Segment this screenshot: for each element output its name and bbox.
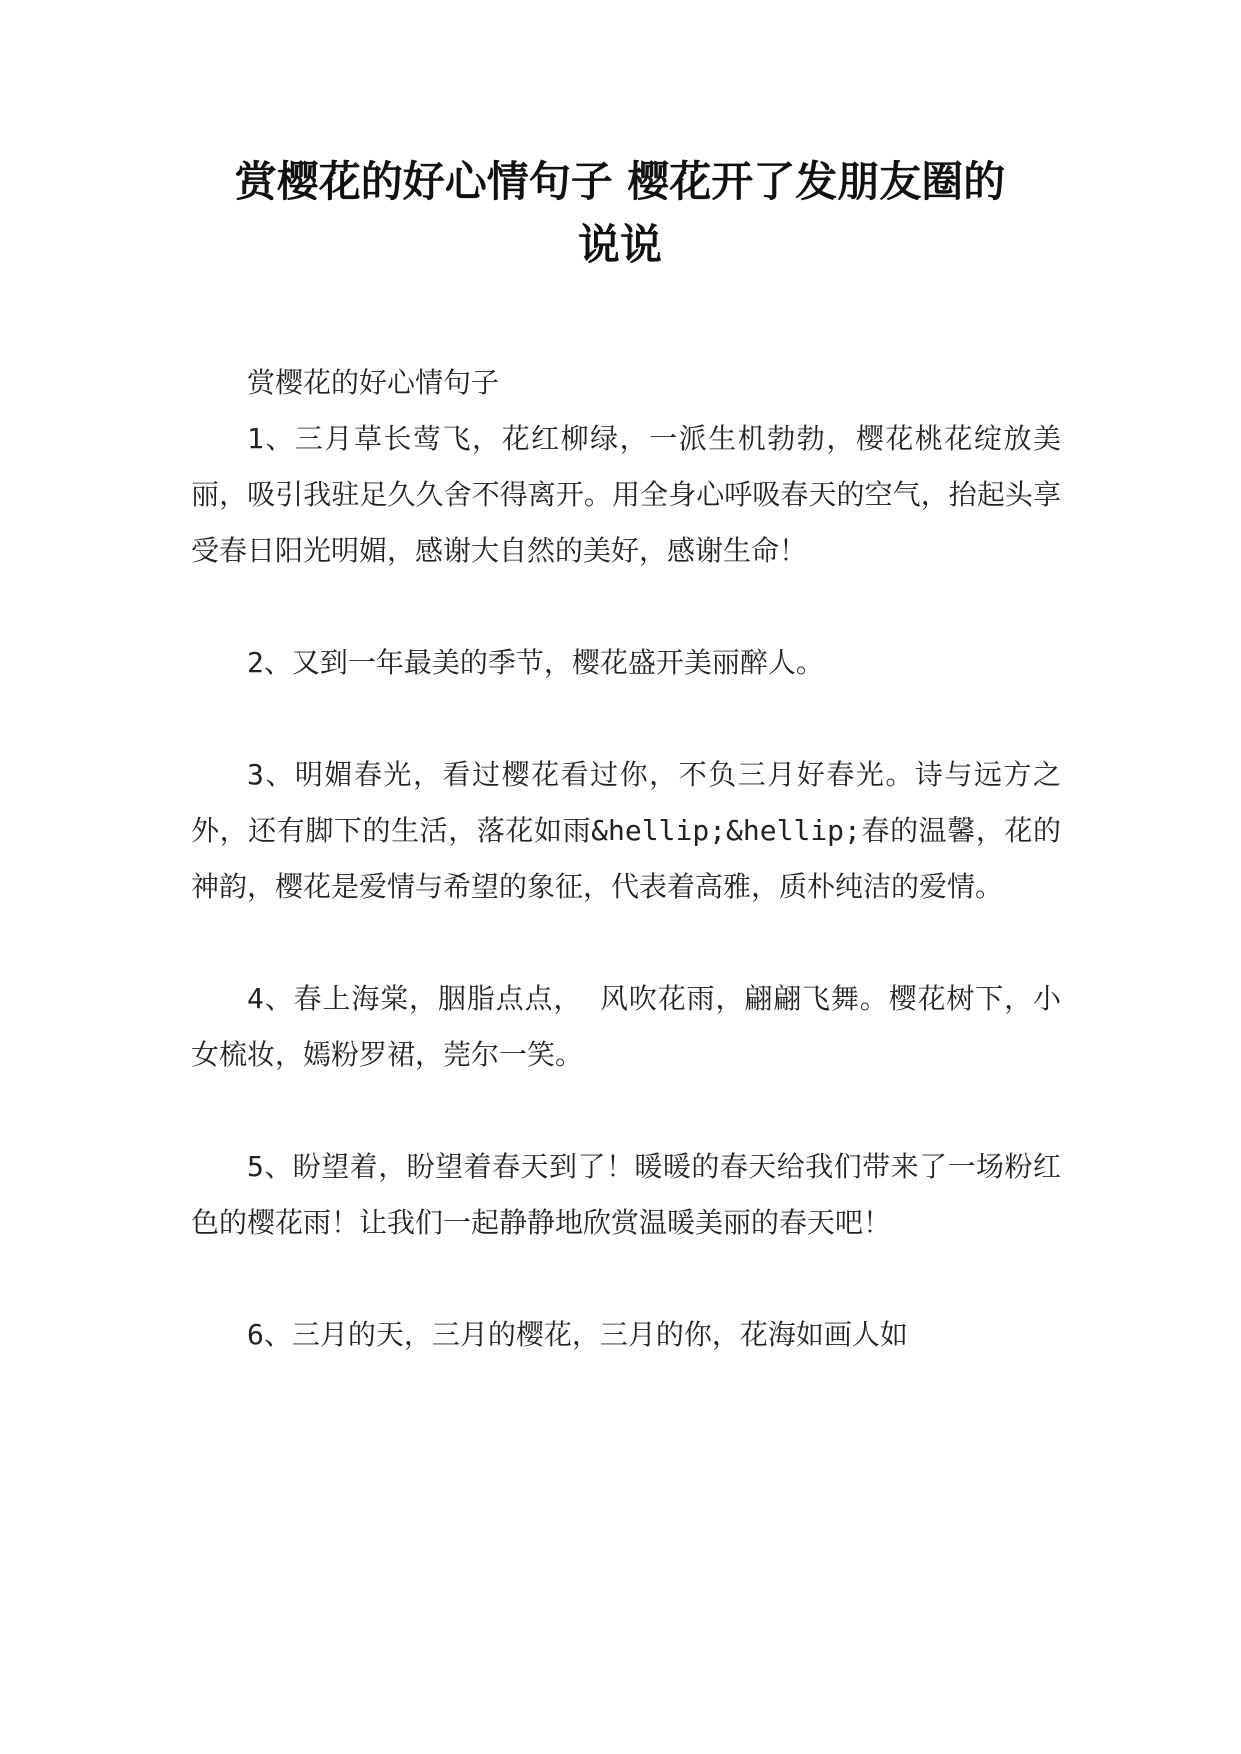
item-2: 2、又到一年最美的季节，樱花盛开美丽醉人。 [247,646,824,679]
item-3: 3、明媚春光，看过樱花看过你，不负三月好春光。诗与远方之外，还有脚下的生活，落花如雨&hellip;&hellip;春的温馨，花的神韵，樱花是爱情与希望的象征，代表着高雅，质朴纯洁的爱情。 [191,758,1061,903]
document-title [180,150,1060,276]
subheading: 赏樱花的好心情句子 [247,366,500,399]
item-6: 6、三月的天，三月的樱花，三月的你，花海如画人如 [247,1318,908,1351]
paragraph-gap [191,915,1061,971]
item-4: 4、春上海棠，胭脂点点， 风吹花雨，翩翩飞舞。樱花树下，小女梳妆，嫣粉罗裙，莞尔一笑。 [191,982,1061,1071]
paragraph-gap [191,691,1061,747]
paragraph-gap [191,579,1061,635]
item-1: 1、三月草长莺飞，花红柳绿，一派生机勃勃，樱花桃花绽放美丽，吸引我驻足久久舍不得离开。用全身心呼吸春天的空气，抬起头享受春日阳光明媚，感谢大自然的美好，感谢生命！ [191,422,1061,567]
title-line-1: 赏樱花的好心情句子 樱花开了发朋友圈的 [234,157,1006,206]
paragraph-gap [191,1083,1061,1139]
paragraph-gap [191,1251,1061,1307]
title-line-2: 说说 [577,220,662,269]
document-body [191,355,1061,1363]
item-5: 5、盼望着，盼望着春天到了！暖暖的春天给我们带来了一场粉红色的樱花雨！让我们一起静静地欣赏温暖美丽的春天吧！ [191,1150,1061,1239]
